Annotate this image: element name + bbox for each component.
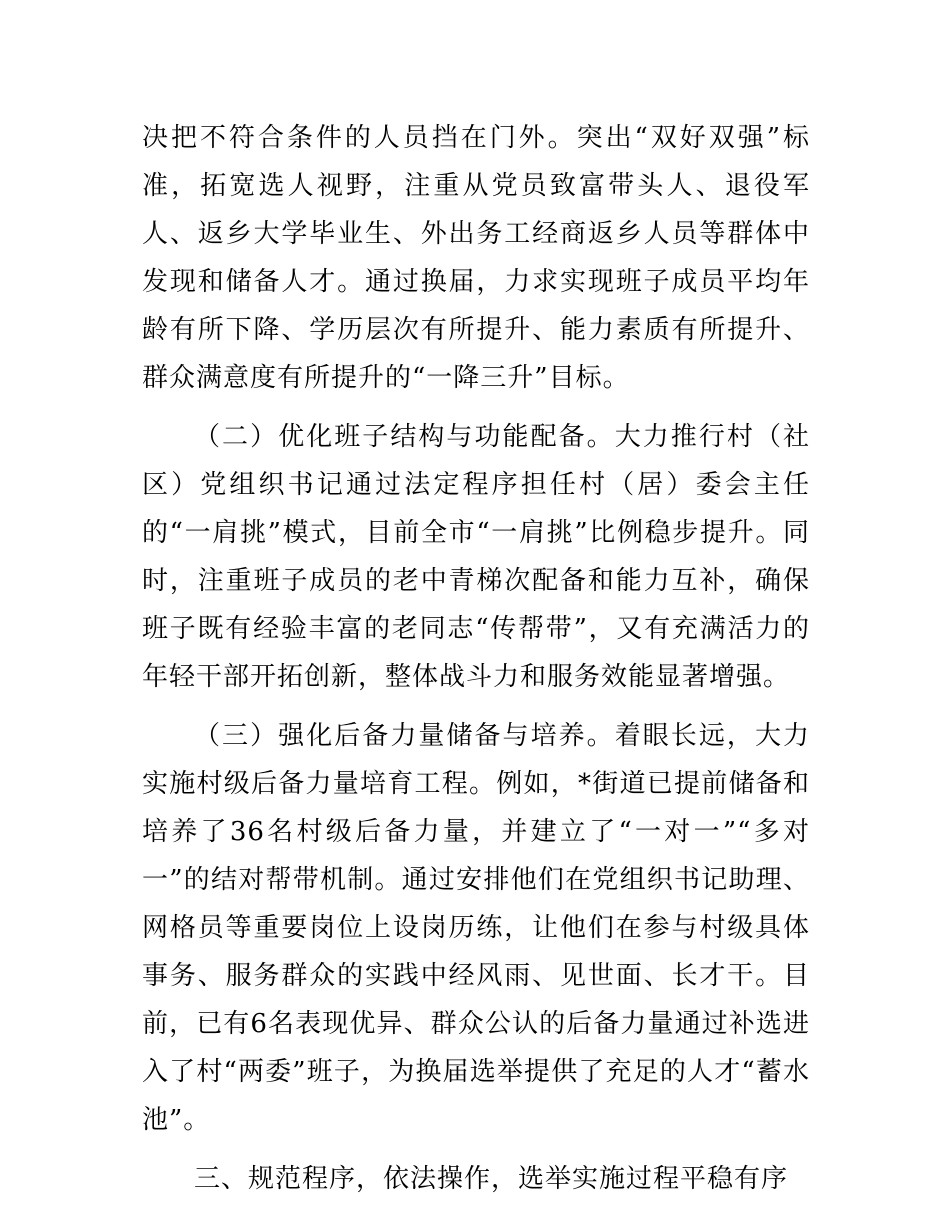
- paragraph-continuation: 决把不符合条件的人员挡在门外。突出“双好双强”标准，拓宽选人视野，注重从党员致富带头人、退役军人、返乡大学毕业生、外出务工经商返乡人员等群体中发现和储备人才。通过换届，力求实现班子成员平均年龄有所下降、学历层次有所提升、能力素质有所提升、群众满意度有所提升的“一降三升”目标。: [142, 123, 810, 393]
- section-heading: 三、规范程序，依法操作，选举实施过程平稳有序: [194, 1164, 789, 1194]
- document-body: [142, 114, 810, 1203]
- paragraph-reserve-cultivation: （三）强化后备力量储备与培养。着眼长远，大力实施村级后备力量培育工程。例如，*街道已提前储备和培养了36名村级后备力量，并建立了“一对一”“多对一”的结对帮带机制。通过安排他们在党组织书记助理、网格员等重要岗位上设岗历练，让他们在参与村级具体事务、服务群众的实践中经风雨、见世面、长才干。目前，已有6名表现优异、群众公认的后备力量通过补选进入了村“两委”班子，为换届选举提供了充足的人才“蓄水池”。: [142, 721, 810, 1135]
- paragraph-structure-optimization: （二）优化班子结构与功能配备。大力推行村（社区）党组织书记通过法定程序担任村（居）委会主任的“一肩挑”模式，目前全市“一肩挑”比例稳步提升。同时，注重班子成员的老中青梯次配备和能力互补，确保班子既有经验丰富的老同志“传帮带”，又有充满活力的年轻干部开拓创新，整体战斗力和服务效能显著增强。: [142, 422, 810, 692]
